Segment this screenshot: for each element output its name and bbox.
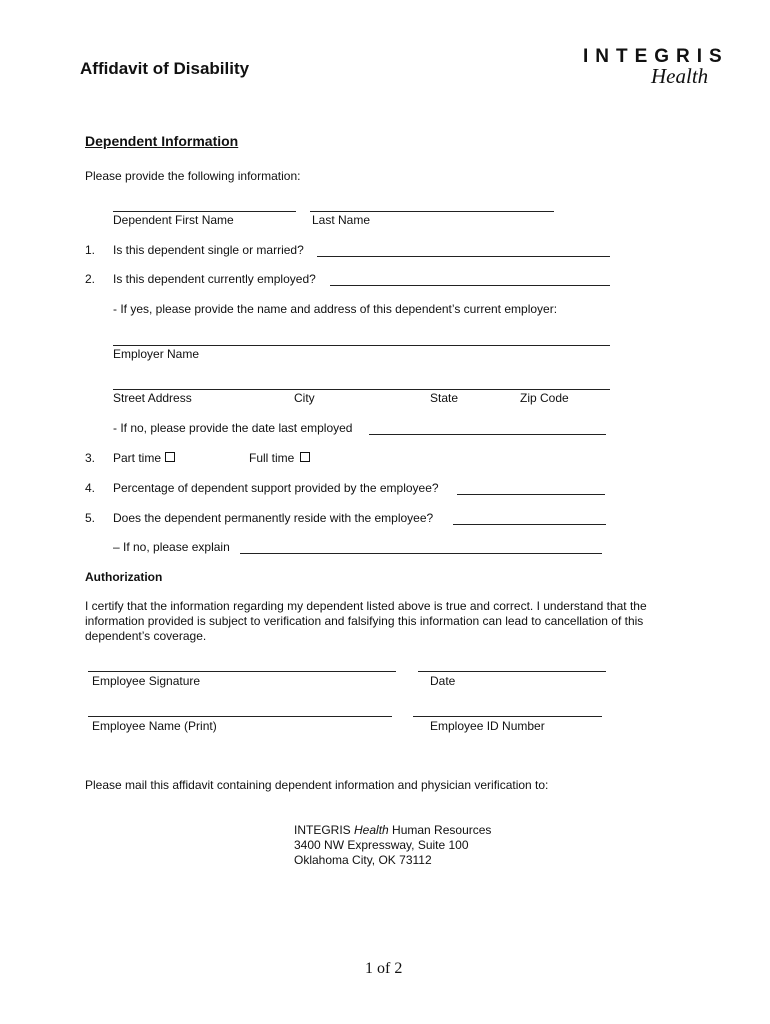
full-time-option[interactable] xyxy=(249,451,310,465)
part-time-option[interactable] xyxy=(113,451,175,465)
mailing-address-line1: 3400 NW Expressway, Suite 100 xyxy=(294,838,469,852)
employer-address-line[interactable] xyxy=(113,389,610,390)
zip-code-label: Zip Code xyxy=(520,391,569,405)
q4-text: Percentage of dependent support provided by the employee? xyxy=(113,481,439,495)
intro-text: Please provide the following information: xyxy=(85,169,301,183)
q2-text: Is this dependent currently employed? xyxy=(113,272,316,286)
q1-answer-line[interactable] xyxy=(317,256,610,257)
org-suffix: Human Resources xyxy=(388,823,492,837)
integris-logo-text: INTEGRIS xyxy=(583,46,729,67)
mailing-org xyxy=(294,823,491,837)
authorization-heading: Authorization xyxy=(85,570,163,584)
q2-number: 2. xyxy=(85,272,96,286)
authorization-text: I certify that the information regarding my dependent listed above is true and correct. I understand that the information provided is subject to verification and falsifying this information can lead to cancellation of this dependent’s coverage. xyxy=(85,599,647,643)
q3-number: 3. xyxy=(85,451,96,465)
q1-number: 1. xyxy=(85,243,96,257)
state-label: State xyxy=(430,391,459,405)
city-label: City xyxy=(294,391,315,405)
q4-answer-line[interactable] xyxy=(457,494,605,495)
q2-yes-instruction: - If yes, please provide the name and address of this dependent’s current employer: xyxy=(113,302,558,316)
q5-explain-line[interactable] xyxy=(240,553,602,554)
q4-number: 4. xyxy=(85,481,96,495)
q1-text: Is this dependent single or married? xyxy=(113,243,304,257)
org-prefix: INTEGRIS xyxy=(294,823,355,837)
org-italic: Health xyxy=(354,823,389,837)
part-time-label: Part time xyxy=(113,451,162,465)
signature-line[interactable] xyxy=(88,671,396,672)
mailing-address-line2: Oklahoma City, OK 73112 xyxy=(294,853,432,867)
q2-answer-line[interactable] xyxy=(330,285,610,286)
employer-name-label: Employer Name xyxy=(113,347,200,361)
page-title: Affidavit of Disability xyxy=(80,59,250,78)
q5-number: 5. xyxy=(85,511,96,525)
page-number: 1 of 2 xyxy=(365,960,403,977)
q5-text: Does the dependent permanently reside with the employee? xyxy=(113,511,434,525)
last-name-line[interactable] xyxy=(310,211,554,212)
date-label: Date xyxy=(430,674,456,688)
q2-no-instruction: - If no, please provide the date last employed xyxy=(113,421,353,435)
mailing-instruction: Please mail this affidavit containing dependent information and physician verification to: xyxy=(85,778,549,792)
employee-name-line[interactable] xyxy=(88,716,392,717)
employee-id-label: Employee ID Number xyxy=(430,719,545,733)
date-line[interactable] xyxy=(418,671,606,672)
dependent-info-heading: Dependent Information xyxy=(85,133,239,149)
full-time-checkbox[interactable] xyxy=(300,452,310,462)
q5-answer-line[interactable] xyxy=(453,524,606,525)
last-name-label: Last Name xyxy=(312,213,371,227)
signature-label: Employee Signature xyxy=(92,674,201,688)
employee-id-line[interactable] xyxy=(413,716,602,717)
full-time-label: Full time xyxy=(249,451,295,465)
first-name-label: Dependent First Name xyxy=(113,213,234,227)
part-time-checkbox[interactable] xyxy=(165,452,175,462)
street-address-label: Street Address xyxy=(113,391,192,405)
first-name-line[interactable] xyxy=(113,211,296,212)
q5-no-instruction: – If no, please explain xyxy=(113,540,230,554)
integris-logo-script: Health xyxy=(651,64,709,88)
date-last-employed-line[interactable] xyxy=(369,434,606,435)
employer-name-line[interactable] xyxy=(113,345,610,346)
employee-name-label: Employee Name (Print) xyxy=(92,719,217,733)
